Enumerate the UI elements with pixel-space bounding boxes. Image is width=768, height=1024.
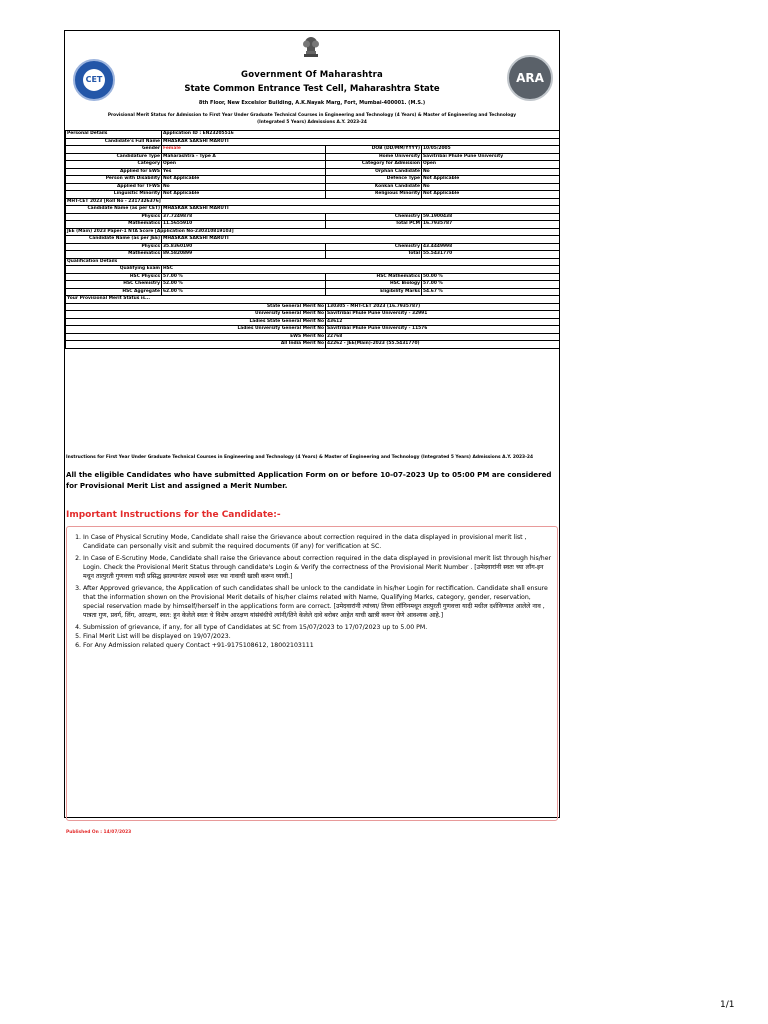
field-label: Eligibility Marks — [326, 288, 422, 296]
table-row — [66, 318, 560, 326]
field-label: Ladies State General Merit No — [66, 318, 326, 326]
field-value: Yes — [162, 168, 326, 176]
important-instructions-heading: Important Instructions for the Candidate:- — [66, 510, 281, 520]
list-item: 6. For Any Admission related query Contact +91-9175108612, 18002103111 — [83, 641, 553, 650]
field-label: HSC Aggregate — [66, 288, 162, 296]
field-value: 55.5431770 — [422, 251, 560, 259]
field-value: MHASKAR SAKSHI MARUTI — [162, 206, 560, 214]
field-value: No — [162, 183, 326, 191]
table-row — [66, 228, 560, 236]
field-label: Defence Type — [326, 176, 422, 184]
table-row — [66, 326, 560, 334]
field-label: Mathematics — [66, 251, 162, 259]
field-label: Total PCM — [326, 221, 422, 229]
cell-title: State Common Entrance Test Cell, Maharashtra State — [184, 84, 440, 94]
table-row — [66, 288, 560, 296]
table-row — [66, 251, 560, 259]
table-row — [66, 161, 560, 169]
table-row — [66, 138, 560, 146]
table-row — [66, 243, 560, 251]
field-value: MHASKAR SAKSHI MARUTI — [162, 138, 560, 146]
field-label: HSC Mathematics — [326, 273, 422, 281]
field-value: Open — [162, 161, 326, 169]
table-row — [66, 333, 560, 341]
field-label: Person with Disability — [66, 176, 162, 184]
list-item: 1. In Case of Physical Scrutiny Mode, Candidate shall raise the Grievance about correction required in the data displayed in provisional merit list , Candidate can personally visit and submit the required documents (if any) for verification at SC. — [83, 533, 553, 551]
table-row — [66, 303, 560, 311]
field-value: 59.1900438 — [422, 213, 560, 221]
application-id: Application ID : EN23205516 — [162, 131, 560, 139]
field-value: HSC — [162, 266, 560, 274]
state-emblem-icon — [299, 34, 323, 60]
table-row — [66, 311, 560, 319]
table-row — [66, 258, 560, 266]
table-row — [66, 281, 560, 289]
list-item: 2. In Case of E-Scrutiny Mode, Candidate shall raise the Grievance about correction required in the data displayed in provisional merit list through his/her Login. Check the Provisional Merit Status through candidate's Login & Verify the correctness of the Provisional Merit Number . [उमेदवारांनी स्वतः च्या लॉग-इन मधून तात्पुरती गुणवत्ता यादी प्रसिद्ध झाल्यानंतर त्यामध्ये स्वतः च्या नावाची खात्री करून घ्यावी.] — [83, 554, 553, 581]
field-label: Candidate's Full Name — [66, 138, 162, 146]
table-row — [66, 176, 560, 184]
field-value: 50.00 % — [422, 273, 560, 281]
instructions-note: Instructions for First Year Under Graduate Technical Courses in Engineering and Technology (4 Years) & Master of Engineering and Technology (Integrated 5 Years) Admissions A.Y. 2023-24 — [66, 455, 534, 460]
field-label: HSC Biology — [326, 281, 422, 289]
list-item: 5. Final Merit List will be displayed on 19/07/2023. — [83, 632, 553, 641]
instructions-list — [67, 527, 557, 650]
field-label: Gender — [66, 146, 162, 154]
section-heading: Your Provisional Merit Status is... — [66, 296, 560, 304]
field-value: 43.4449998 — [422, 243, 560, 251]
field-label: Chemistry — [326, 243, 422, 251]
government-title: Government Of Maharashtra — [241, 70, 383, 80]
field-label: Candidate Name (as per CET) — [66, 206, 162, 214]
merit-details-table — [65, 130, 560, 349]
table-row — [66, 273, 560, 281]
field-value: Open — [422, 161, 560, 169]
field-label: Religious Minority — [326, 191, 422, 199]
field-value: 89.5820899 — [162, 251, 326, 259]
field-value: Not Applicable — [422, 176, 560, 184]
table-row — [66, 153, 560, 161]
field-value: Not Applicable — [162, 191, 326, 199]
table-row — [66, 266, 560, 274]
field-label: Mathematics — [66, 221, 162, 229]
field-label: Candidate Name (as per JEE) — [66, 236, 162, 244]
field-label: Linguistic Minority — [66, 191, 162, 199]
cet-cell-logo: CET — [73, 59, 115, 101]
ara-logo: ARA — [507, 55, 553, 101]
field-value: Not Applicable — [162, 176, 326, 184]
field-value: 16.7935787 — [422, 221, 560, 229]
field-label: University General Merit No — [66, 311, 326, 319]
table-row — [66, 183, 560, 191]
table-row — [66, 131, 560, 139]
table-row — [66, 296, 560, 304]
field-label: DOB (DD/MM/YYYY) — [326, 146, 422, 154]
table-row — [66, 168, 560, 176]
field-value: Savitribai Phule Pune University — [422, 153, 560, 161]
cell-address: 8th Floor, New Excelsior Building, A.K.Nayak Marg, Fort, Mumbai-400001. (M.S.) — [198, 100, 426, 106]
field-label: Orphan Candidate — [326, 168, 422, 176]
table-row — [66, 198, 560, 206]
field-value: Maharashtra - Type A — [162, 153, 326, 161]
field-value: Savitribai Phule Pune University - 32991 — [326, 311, 560, 319]
gender-value: Female — [162, 146, 326, 154]
field-value: 52.00 % — [162, 281, 326, 289]
field-value: 130305 - MHT-CET 2023 (16.7935787) — [326, 303, 560, 311]
field-value: No — [422, 183, 560, 191]
table-row — [66, 221, 560, 229]
field-label: State General Merit No — [66, 303, 326, 311]
field-label: Category for Admission — [326, 161, 422, 169]
merit-status-document — [64, 30, 560, 835]
field-label: Ladies University General Merit No — [66, 326, 326, 334]
field-value: 43612 — [326, 318, 560, 326]
section-heading: Qualification Details — [66, 258, 560, 266]
field-label: Physics — [66, 213, 162, 221]
field-value: 62.00 % — [162, 288, 326, 296]
table-row — [66, 206, 560, 214]
field-value: 10/05/2005 — [422, 146, 560, 154]
list-item: 3. After Approved grievance, the Application of such candidates shall be unlock to the candidate in his/her Login for rectification. Candidate shall ensure that the information shown on the Provisional Merit details of his/her claims related with Name, Qualifying Marks, category, gender, reservation, special reservation made by himself/herself in the applications form are correct. [उमेदवारांनी त्यांच्या/ तिच्या लॉगिनमधून तात्पुरती गुणवत्ता यादी मधील दर्शविण्यात आलेले नाव , पात्रता गुण, प्रवर्ग, लिंग, आरक्षण, स्वत: हून केलेले स्वतः चे विशेष आरक्षण यांसंबंधीचे त्यांनी/तिने केलेले दावे बरोबर आहेत याची खात्री करून घेणे आवश्यक आहे.] — [83, 584, 553, 620]
field-label: HSC Chemistry — [66, 281, 162, 289]
table-row — [66, 191, 560, 199]
field-value: No — [422, 168, 560, 176]
section-heading: Personal Details — [66, 131, 162, 139]
field-label: Total — [326, 251, 422, 259]
field-value: 57.00 % — [422, 281, 560, 289]
table-row — [66, 146, 560, 154]
field-label: Candidature Type — [66, 153, 162, 161]
field-label: Physics — [66, 243, 162, 251]
document-subtitle: Provisional Merit Status for Admission to First Year Under Graduate Technical Courses in Engineering and Technology (4 Years) & Master of Engineering and Technology (Integrated 5 Years) Admissions A.Y. 2023-24 — [107, 113, 517, 125]
instructions-box — [66, 526, 558, 821]
field-label: Chemistry — [326, 213, 422, 221]
field-value: 37.7249878 — [162, 213, 326, 221]
table-row — [66, 236, 560, 244]
field-label: All India Merit No — [66, 341, 326, 349]
field-label: Qualifying Exam — [66, 266, 162, 274]
field-value: 42262 - JEE(Main)-2023 (55.5431770) — [326, 341, 560, 349]
field-value: Savitribai Phule Pune University - 11576 — [326, 326, 560, 334]
document-header — [65, 31, 559, 125]
field-value: 11.5655910 — [162, 221, 326, 229]
section-heading: MHT-CET 2023 [Roll No - 2317326376] — [66, 198, 560, 206]
field-label: Applied for TFWS — [66, 183, 162, 191]
field-value: 35.8360190 — [162, 243, 326, 251]
table-row — [66, 341, 560, 349]
field-value: 54.67 % — [422, 288, 560, 296]
field-label: Category — [66, 161, 162, 169]
list-item: 4. Submission of grievance, if any, for all type of Candidates at SC from 15/07/2023 to 17/07/2023 up to 5.00 PM. — [83, 623, 553, 632]
field-label: HSC Physics — [66, 273, 162, 281]
section-heading: JEE (Main) 2023 Paper-1 NTA Score [Application No-230310819103] — [66, 228, 560, 236]
field-label: EWS Merit No — [66, 333, 326, 341]
field-label: Konkan Candidate — [326, 183, 422, 191]
eligibility-statement: All the eligible Candidates who have submitted Application Form on or before 10-07-2023 Up to 05:00 PM are considered for Provisional Merit List and assigned a Merit Number. — [66, 470, 552, 490]
field-value: MHASKAR SAKSHI MARUTI — [162, 236, 560, 244]
field-value: 57.00 % — [162, 273, 326, 281]
field-label: Applied for EWS — [66, 168, 162, 176]
page-number: 1/1 — [720, 1000, 735, 1010]
table-row — [66, 213, 560, 221]
field-value: 22768 — [326, 333, 560, 341]
field-label: Home University — [326, 153, 422, 161]
field-value: Not Applicable — [422, 191, 560, 199]
published-date: Published On : 14/07/2023 — [66, 830, 132, 835]
